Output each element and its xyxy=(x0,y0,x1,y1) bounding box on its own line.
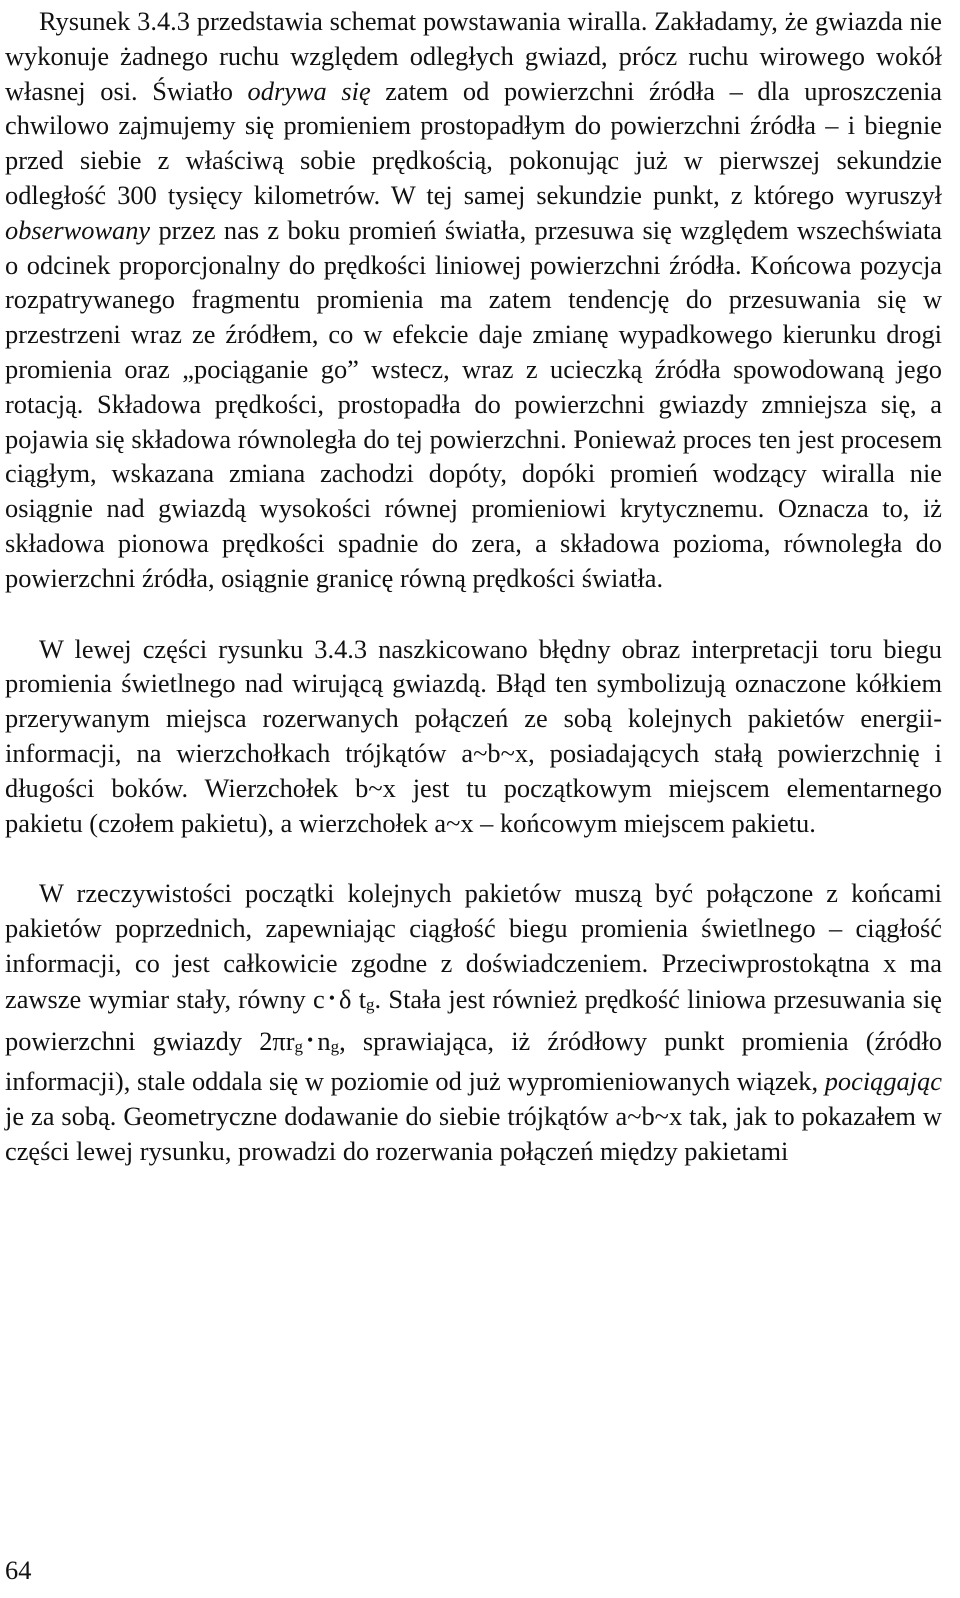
paragraph-3 xyxy=(5,876,942,1168)
delta-t-symbol: δ t xyxy=(339,983,367,1014)
subscript-g: g xyxy=(366,994,375,1014)
paragraph-3-text-a: W rzeczywistości początki kolejnych pakietów muszą być połączone z końcami pakietów poprzednich, zapewniając ciągłość biegu promienia świetlnego – ciągłość informacji, co jest całkowicie zgodne z doświadczeniem. Przeciwprostokątna x ma zawsze wymiar stały, równy c xyxy=(5,878,942,1014)
multiplication-dot: • xyxy=(307,1029,314,1050)
paragraph-1 xyxy=(5,4,942,596)
n-symbol: n xyxy=(317,1025,331,1056)
multiplication-dot: • xyxy=(328,987,336,1008)
page-body xyxy=(5,4,942,1169)
paragraph-1-text-a: Rysunek 3.4.3 przedstawia schemat powstawania wiralla. Zakładamy, że gwiazda nie wykonuje żadnego ruchu względem odległych gwiazd, prócz ruchu wirowego wokół własnej osi. Światło xyxy=(5,6,942,106)
page-number: 64 xyxy=(5,1555,32,1585)
subscript-g: g xyxy=(294,1036,304,1056)
paragraph-3-text-b: . Stała jest również prędkość liniowa przesuwania się powierzchni gwiazdy 2πr xyxy=(5,983,942,1056)
paragraph-3-italic-pociagajac: pociągając xyxy=(824,1066,942,1097)
paragraph-2: W lewej części rysunku 3.4.3 naszkicowano błędny obraz interpretacji toru biegu promienia świetlnego nad wirującą gwiazdą. Błąd ten symbolizują oznaczone kółkiem przerywanym miejsca rozerwanych połączeń ze sobą kolejnych pakietów energii-informacji, na wierzchołkach trójkątów a~b~x, posiadających stałą powierzchnię i długości boków. Wierzchołek b~x jest tu początkowym miejscem elementarnego pakietu (czołem pakietu), a wierzchołek a~x – końcowym miejscem pakietu. xyxy=(5,633,942,838)
paragraph-3-text-d: je za sobą. Geometryczne dodawanie do siebie trójkątów a~b~x tak, jak to pokazałem w części lewej rysunku, prowadzi do rozerwania połączeń między pakietami xyxy=(5,1101,942,1166)
paragraph-1-italic-obserwowany: obserwowany xyxy=(5,214,151,245)
paragraph-1-italic-odrywa: odrywa się xyxy=(247,75,371,106)
paragraph-1-text-b: zatem od powierzchni źródła – dla uproszczenia chwilowo zajmujemy się promieniem prostopadłym do powierzchni źródła – i biegnie przed siebie z właściwą sobie prędkością, pokonując już w pierwszej sekundzie odległość 300 tysięcy kilometrów. W tej samej sekundzie punkt, z którego wyruszył xyxy=(5,75,943,210)
subscript-g: g xyxy=(330,1036,340,1056)
paragraph-1-text-c: przez nas z boku promień światła, przesuwa się względem wszechświata o odcinek proporcjonalny do prędkości liniowej powierzchni źródła. Końcowa pozycja rozpatrywanego fragmentu promienia ma zatem tendencję do przesuwania się w przestrzeni wraz ze źródłem, co w efekcie daje zmianę wypadkowego kierunku drogi promienia oraz „pociąganie go” wstecz, wraz z ucieczką źródła spowodowaną jego rotacją. Składowa prędkości, prostopadła do powierzchni gwiazdy zmniejsza się, a pojawia się składowa równoległa do tej powierzchni. Ponieważ proces ten jest procesem ciągłym, wskazana zmiana zachodzi dopóty, dopóki promień wodzący wiralla nie osiągnie nad gwiazdą wysokości równej promieniowi krytycznemu. Oznacza to, iż składowa pionowa prędkości spadnie do zera, a składowa pozioma, równoległa do powierzchni źródła, osiągnie granicę równą prędkości światła. xyxy=(5,214,942,593)
paragraph-3-text-c: , sprawiająca, iż źródłowy punkt promienia (źródło informacji), stale oddala się w poziomie od już wypromieniowanych wiązek, xyxy=(5,1025,943,1097)
